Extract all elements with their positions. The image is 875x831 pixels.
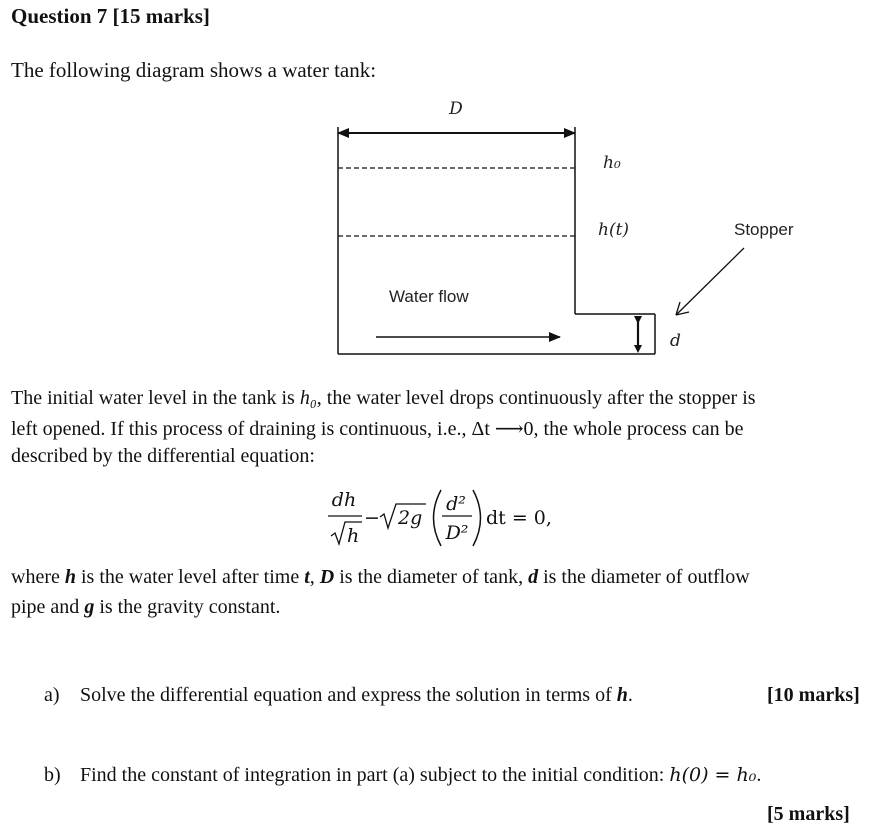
paragraph1-line1: The initial water level in the tank is h₀, the water level drops continuously after the stopper is [11,387,756,409]
eq-left-paren [434,490,442,546]
label-ht: h(t) [598,220,630,240]
eq-numerator-dh: dh [331,489,357,511]
part-a-letter: a) [44,684,60,706]
eq-minus: − [364,507,380,529]
label-h0: h₀ [603,153,621,173]
paragraph1-line2: left opened. If this process of draining is continuous, i.e., Δt ⟶0, the whole process can be [11,418,744,440]
label-water-flow: Water flow [389,287,469,306]
var-g: g [84,596,95,618]
var-D: D [319,566,335,588]
question-heading: Question 7 [15 marks] [11,4,210,28]
part-a-text: Solve the differential equation and express the solution in terms of h. [80,684,633,706]
eq-denominator-h: h [347,525,360,547]
paragraph1-line3: described by the differential equation: [11,445,315,467]
var-d: d [528,566,539,588]
label-d: d [670,331,681,351]
eq-tail: dt = 0, [486,507,552,529]
eq-2g: 2g [398,507,423,529]
part-a-var-h: h [616,684,628,706]
part-b-condition: h(0) = h₀ [669,764,757,786]
label-stopper: Stopper [734,220,794,239]
intro-text: The following diagram shows a water tank: [11,58,377,82]
part-b-letter: b) [44,764,61,786]
label-D: D [449,99,463,119]
eq-inner-denominator: D² [445,522,469,544]
water-tank-diagram [0,0,875,380]
var-t: t [304,566,310,588]
stopper-pointer-arrow [676,248,744,315]
eq-inner-numerator: d² [446,493,466,515]
eq-right-paren [473,490,481,546]
part-b-marks: [5 marks] [767,803,850,825]
paragraph2-line2: pipe and g is the gravity constant. [11,596,281,618]
part-a-marks: [10 marks] [767,684,860,706]
part-b-text: Find the constant of integration in part (a) subject to the initial condition: h(0) = h₀. [80,764,762,786]
paragraph2-line1: where h is the water level after time t, D is the diameter of tank, d is the diameter of outflow [11,566,750,588]
differential-equation [326,484,586,556]
var-h0: h₀ [299,387,317,409]
var-h: h [64,566,76,588]
